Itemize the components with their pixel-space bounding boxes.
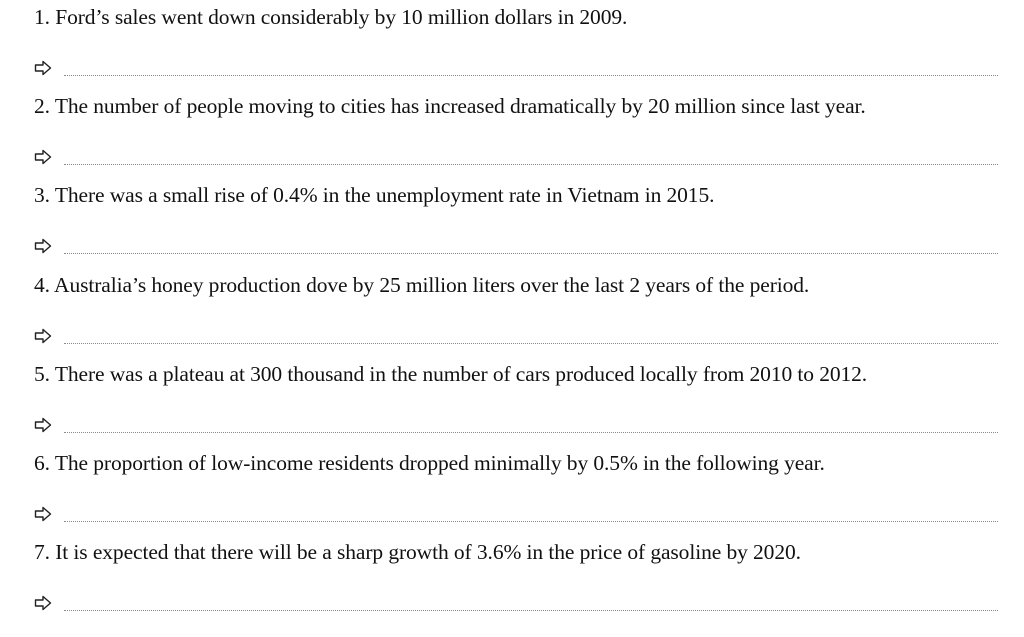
answer-row[interactable] — [34, 328, 998, 348]
exercise-sentence — [34, 92, 866, 120]
exercise-item-5 — [0, 357, 1024, 446]
answer-row[interactable] — [34, 60, 998, 80]
exercise-item-1 — [0, 0, 1024, 89]
exercise-sentence — [34, 449, 825, 477]
answer-row[interactable] — [34, 595, 998, 615]
item-text: Ford’s sales went down considerably by 10 million dollars in 2009. — [55, 5, 628, 29]
item-number: 7. — [34, 540, 50, 564]
answer-row[interactable] — [34, 417, 998, 437]
item-text: The proportion of low-income residents dropped minimally by 0.5% in the following year. — [54, 451, 825, 475]
right-arrow-outline-icon — [34, 328, 52, 344]
item-text: It is expected that there will be a sharp growth of 3.6% in the price of gasoline by 2020. — [55, 540, 801, 564]
item-number: 4. — [34, 273, 50, 297]
exercise-sentence — [34, 181, 714, 209]
answer-row[interactable] — [34, 149, 998, 169]
item-text: The number of people moving to cities has increased dramatically by 20 million since last year. — [54, 94, 866, 118]
exercise-item-6 — [0, 446, 1024, 535]
exercise-sentence — [34, 271, 809, 299]
right-arrow-outline-icon — [34, 417, 52, 433]
answer-blank-line[interactable] — [64, 253, 998, 254]
answer-blank-line[interactable] — [64, 75, 998, 76]
exercise-item-2 — [0, 89, 1024, 178]
answer-blank-line[interactable] — [64, 432, 998, 433]
item-number: 1. — [34, 5, 50, 29]
exercise-sentence — [34, 538, 801, 566]
item-number: 2. — [34, 94, 50, 118]
answer-row[interactable] — [34, 506, 998, 526]
item-text: There was a small rise of 0.4% in the unemployment rate in Vietnam in 2015. — [54, 183, 715, 207]
answer-blank-line[interactable] — [64, 521, 998, 522]
exercise-item-3 — [0, 178, 1024, 267]
right-arrow-outline-icon — [34, 506, 52, 522]
right-arrow-outline-icon — [34, 60, 52, 76]
exercise-sentence — [34, 360, 867, 388]
answer-blank-line[interactable] — [64, 610, 998, 611]
right-arrow-outline-icon — [34, 238, 52, 254]
answer-blank-line[interactable] — [64, 164, 998, 165]
right-arrow-outline-icon — [34, 595, 52, 611]
answer-blank-line[interactable] — [64, 343, 998, 344]
item-text: Australia’s honey production dove by 25 million liters over the last 2 years of the period. — [54, 273, 810, 297]
item-number: 6. — [34, 451, 50, 475]
exercise-sentence — [34, 3, 627, 31]
item-text: There was a plateau at 300 thousand in the number of cars produced locally from 2010 to 2012. — [54, 362, 868, 386]
right-arrow-outline-icon — [34, 149, 52, 165]
exercise-item-4 — [0, 268, 1024, 357]
item-number: 3. — [34, 183, 50, 207]
answer-row[interactable] — [34, 238, 998, 258]
exercise-item-7 — [0, 535, 1024, 624]
item-number: 5. — [34, 362, 50, 386]
